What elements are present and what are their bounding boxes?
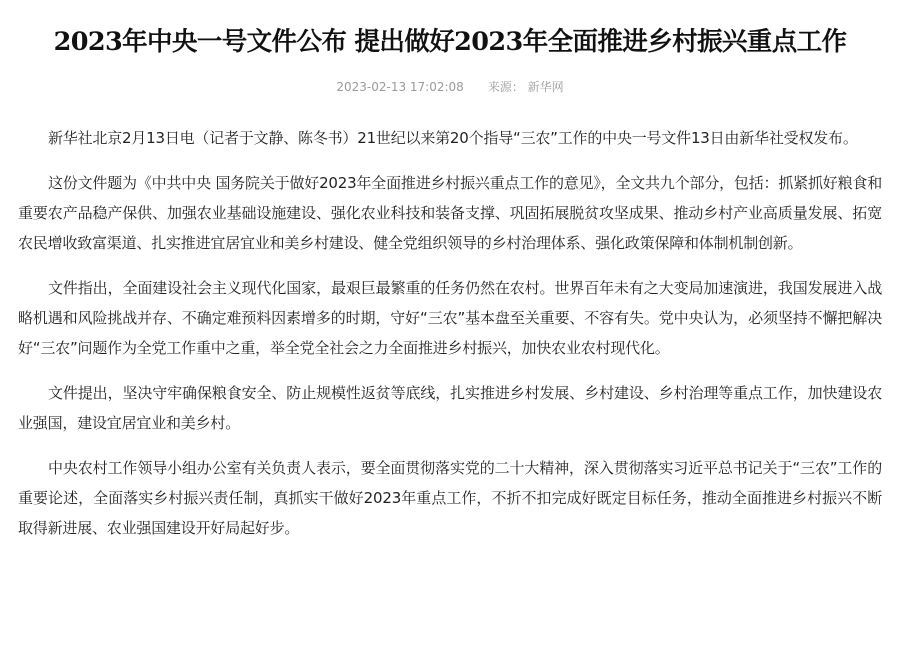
publish-datetime: 2023-02-13 17:02:08	[336, 80, 464, 94]
article-meta	[18, 77, 882, 97]
paragraph: 文件提出，坚决守牢确保粮食安全、防止规模性返贫等底线，扎实推进乡村发展、乡村建设、乡村治理等重点工作，加快建设农业强国，建设宜居宜业和美乡村。	[18, 384, 882, 432]
paragraph: 新华社北京2月13日电（记者于文静、陈冬书）21世纪以来第20个指导“三农”工作的中央一号文件13日由新华社受权发布。	[48, 129, 858, 147]
article-body	[18, 123, 882, 543]
paragraph: 中央农村工作领导小组办公室有关负责人表示，要全面贯彻落实党的二十大精神，深入贯彻落实习近平总书记关于“三农”工作的重要论述，全面落实乡村振兴责任制，真抓实干做好2023年重点工作，不折不扣完成好既定目标任务，推动全面推进乡村振兴不断取得新进展、农业强国建设开好局起好步。	[18, 459, 882, 537]
article	[18, 0, 882, 558]
paragraph: 这份文件题为《中共中央 国务院关于做好2023年全面推进乡村振兴重点工作的意见》，全文共九个部分，包括：抓紧抓好粮食和重要农产品稳产保供、加强农业基础设施建设、强化农业科技和装备支撑、巩固拓展脱贫攻坚成果、推动乡村产业高质量发展、拓宽农民增收致富渠道、扎实推进宜居宜业和美乡村建设、健全党组织领导的乡村治理体系、强化政策保障和体制机制创新。	[18, 174, 882, 252]
article-title: 2023年中央一号文件公布 提出做好2023年全面推进乡村振兴重点工作	[53, 27, 847, 57]
paragraph: 文件指出，全面建设社会主义现代化国家，最艰巨最繁重的任务仍然在农村。世界百年未有之大变局加速演进，我国发展进入战略机遇和风险挑战并存、不确定难预料因素增多的时期，守好“三农”基本盘至关重要、不容有失。党中央认为，必须坚持不懈把解决好“三农”问题作为全党工作重中之重，举全党全社会之力全面推进乡村振兴，加快农业农村现代化。	[18, 279, 882, 357]
article-source: 来源： 新华网	[487, 80, 564, 94]
